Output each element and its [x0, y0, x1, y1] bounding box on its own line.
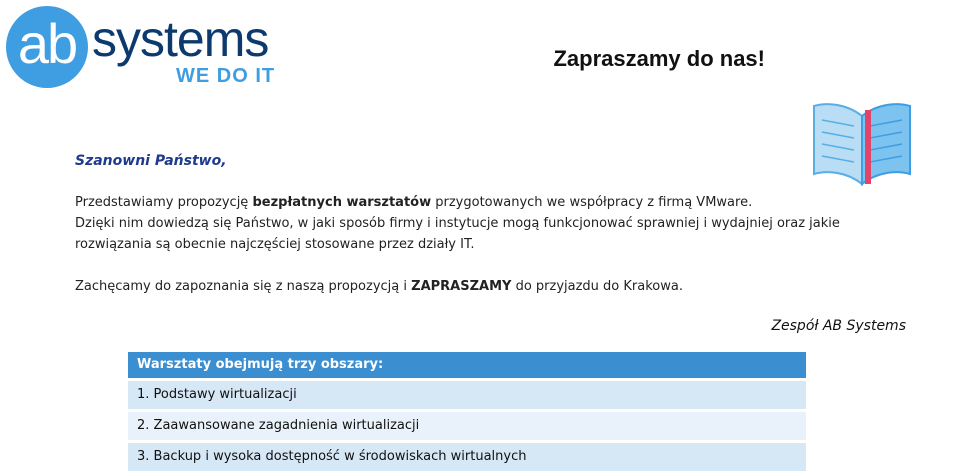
intro-highlight: bezpłatnych warsztatów: [252, 195, 432, 210]
page-title: Zapraszamy do nas!: [553, 46, 765, 71]
invitation-text-end: do przyjazdu do Krakowa.: [511, 279, 683, 294]
open-book-icon: [812, 96, 912, 186]
workshop-item: 2. Zaawansowane zagadnienia wirtualizacji: [128, 412, 806, 440]
workshops-heading: Warsztaty obejmują trzy obszary:: [128, 352, 806, 378]
intro-paragraph: [75, 192, 915, 255]
invitation-highlight: ZAPRASZAMY: [411, 279, 512, 294]
workshop-item: 3. Backup i wysoka dostępność w środowiskach wirtualnych: [128, 443, 806, 471]
company-logo: [6, 6, 276, 88]
logo-ab-circle: ab: [6, 6, 88, 88]
intro-text-start: Przedstawiamy propozycję: [75, 195, 253, 210]
workshop-item: 1. Podstawy wirtualizacji: [128, 381, 806, 409]
logo-wordmark: systems: [92, 11, 269, 67]
invitation-paragraph: [75, 276, 915, 297]
invitation-text-start: Zachęcamy do zapoznania się z naszą propozycją i: [75, 279, 412, 294]
greeting: Szanowni Państwo,: [75, 153, 227, 169]
intro-text-end: przygotowanych we współpracy z firmą VMware.: [431, 195, 753, 210]
intro-text-details: Dzięki nim dowiedzą się Państwo, w jaki sposób firmy i instytucje mogą funkcjonować sprawniej i wydajniej oraz jakie rozwiązania są obecnie najczęściej stosowane przez działy IT.: [75, 216, 840, 252]
logo-tagline: WE DO IT: [176, 65, 276, 87]
signature: Zespół AB Systems: [771, 318, 906, 334]
workshops-table: [128, 352, 806, 471]
